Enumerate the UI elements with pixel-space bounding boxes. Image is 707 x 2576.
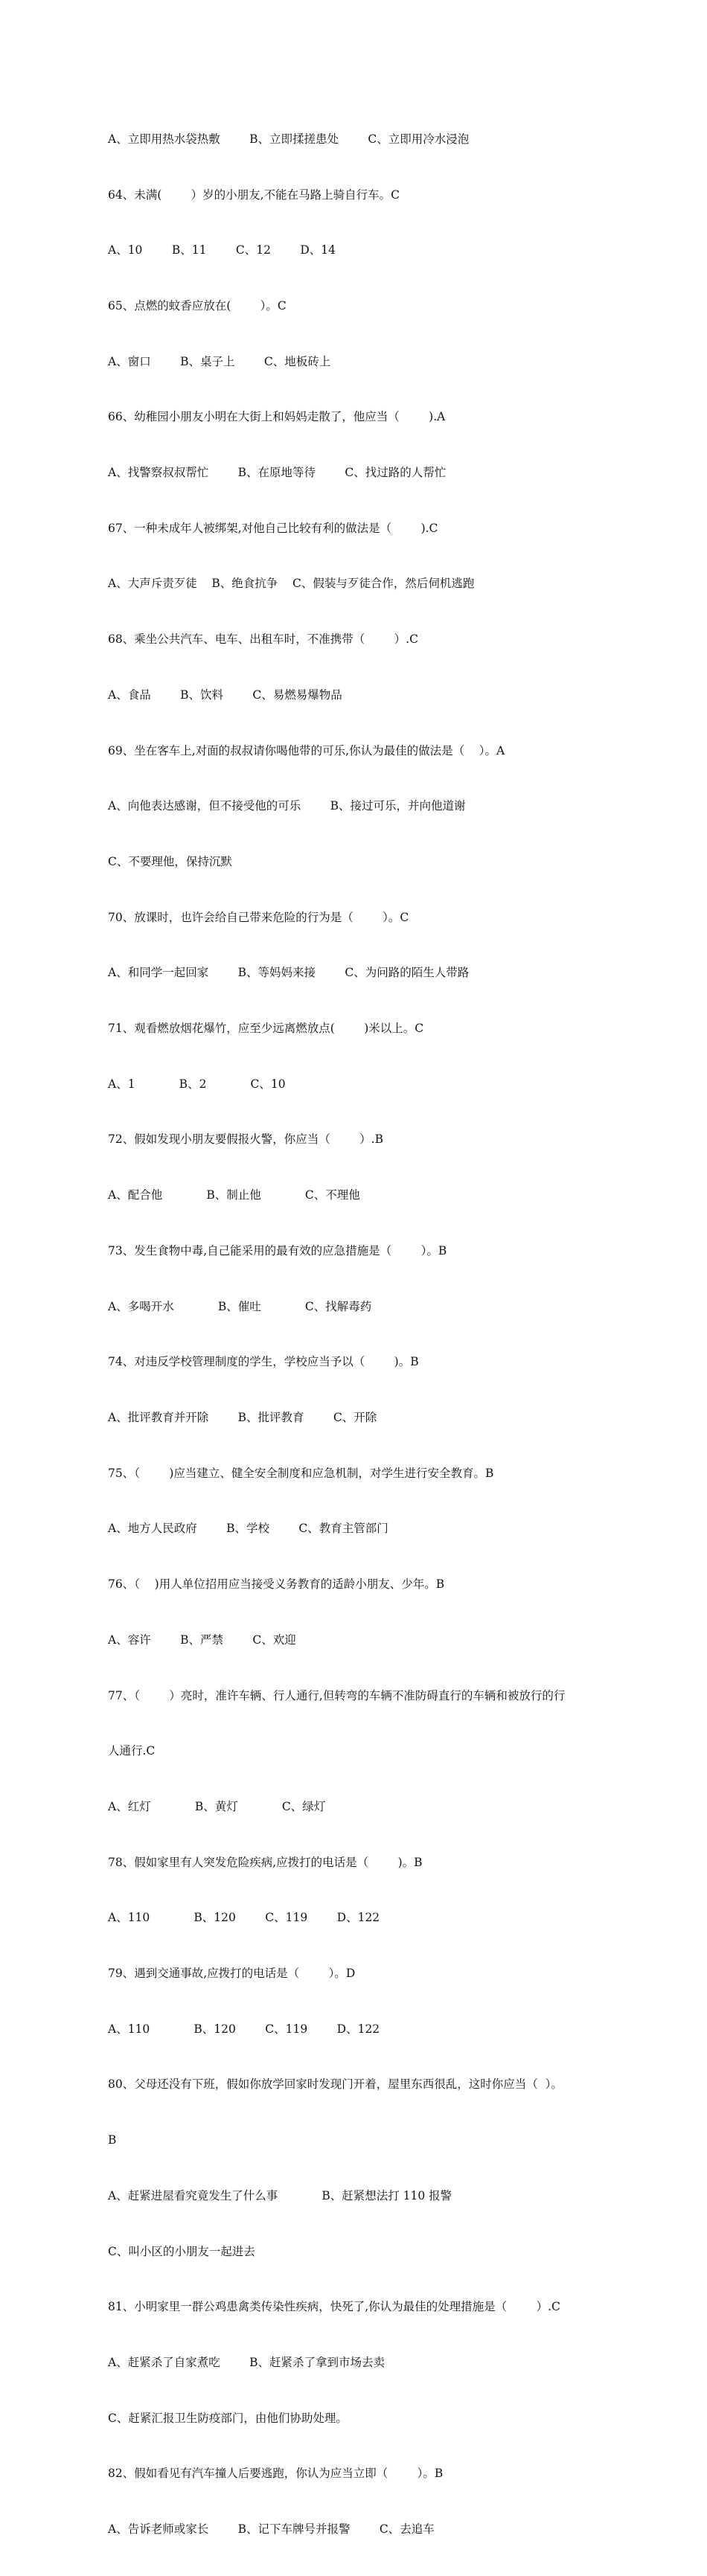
question-77: 77、（ ）亮时，准许车辆、行人通行,但转弯的车辆不准防碍直行的车辆和被放行的行 [108, 1688, 566, 1702]
question-80-answer: B [108, 2133, 117, 2147]
options-82: A、告诉老师或家长 B、记下车牌号并报警 C、去追车 [108, 2522, 435, 2537]
options-77: A、红灯 B、黄灯 C、绿灯 [108, 1799, 326, 1813]
options-72: A、配合他 B、制止他 C、不理他 [108, 1188, 360, 1202]
options-78: A、110 B、120 C、119 D、122 [108, 1911, 380, 1925]
question-79: 79、遇到交通事故,应拨打的电话是（ ）。D [108, 1967, 356, 1981]
question-70: 70、放课时，也许会给自己带来危险的行为是（ ）。C [108, 910, 409, 924]
options-66: A、找警察叔叔帮忙 B、在原地等待 C、找过路的人帮忙 [108, 466, 447, 480]
question-67: 67、一种未成年人被绑架,对他自己比较有利的做法是（ ).C [108, 521, 438, 535]
question-82: 82、假如看见有汽车撞人后要逃跑，你认为应当立即（ ）。B [108, 2467, 444, 2481]
question-71: 71、观看燃放烟花爆竹，应至少远离燃放点( )米以上。C [108, 1022, 424, 1036]
question-72: 72、假如发现小朋友要假报火警，你应当（ ）.B [108, 1132, 383, 1147]
question-78: 78、假如家里有人突发危险疾病,应拨打的电话是（ )。B [108, 1855, 423, 1869]
question-81: 81、小明家里一群公鸡患禽类传染性疾病，快死了,你认为最佳的处理措施是（ ）.C [108, 2300, 560, 2314]
options-79: A、110 B、120 C、119 D、122 [108, 2022, 380, 2036]
options-67: A、大声斥责歹徒 B、绝食抗争 C、假装与歹徒合作，然后伺机逃跑 [108, 577, 475, 591]
options-69: A、向他表达感谢，但不接受他的可乐 B、接过可乐，并向他道谢 [108, 799, 466, 813]
options-81-continued: C、赶紧汇报卫生防疫部门，由他们协助处理。 [108, 2411, 348, 2425]
question-66: 66、幼稚园小朋友小明在大街上和妈妈走散了，他应当（ ).A [108, 410, 446, 424]
question-80: 80、父母还没有下班，假如你放学回家时发现门开着，屋里东西很乱，这时你应当（ ）。 [108, 2077, 563, 2092]
question-68: 68、乘坐公共汽车、电车、出租车时，不准携带（ ）.C [108, 632, 418, 647]
options-80-continued: C、叫小区的小朋友一起进去 [108, 2244, 255, 2258]
options-70: A、和同学一起回家 B、等妈妈来接 C、为问路的陌生人带路 [108, 966, 470, 980]
options-69-continued: C、不要理他，保持沉默 [108, 854, 232, 868]
options-80: A、赶紧进屋看究竟发生了什么事 B、赶紧想法打 110 报警 [108, 2188, 452, 2202]
options-75: A、地方人民政府 B、学校 C、教育主管部门 [108, 1522, 388, 1536]
options-74: A、批评教育并开除 B、批评教育 C、开除 [108, 1410, 377, 1424]
options-76: A、容许 B、严禁 C、欢迎 [108, 1633, 296, 1647]
options-81: A、赶紧杀了自家煮吃 B、赶紧杀了拿到市场去卖 [108, 2355, 386, 2369]
question-69: 69、坐在客车上,对面的叔叔请你喝他带的可乐,你认为最佳的做法是（ ）。A [108, 743, 505, 757]
options-68: A、食品 B、饮料 C、易燃易爆物品 [108, 688, 342, 702]
options-73: A、多喝开水 B、催吐 C、找解毒药 [108, 1299, 372, 1313]
options-71: A、1 B、2 C、10 [108, 1077, 286, 1091]
options-65: A、窗口 B、桌子上 C、地板砖上 [108, 354, 331, 368]
question-75: 75、（ )应当建立、健全安全制度和应急机制，对学生进行安全教育。B [108, 1466, 494, 1480]
question-64: 64、未满( ）岁的小朋友,不能在马路上骑自行车。C [108, 188, 400, 202]
options-64: A、10 B、11 C、12 D、14 [108, 243, 336, 257]
question-73: 73、发生食物中毒,自己能采用的最有效的应急措施是（ ）。B [108, 1243, 447, 1257]
question-76: 76、（ )用人单位招用应当接受义务教育的适龄小朋友、少年。B [108, 1577, 445, 1592]
question-77-continued: 人通行.C [108, 1744, 156, 1758]
text-line: A、立即用热水袋热敷 B、立即揉搓患处 C、立即用冷水浸泡 [108, 132, 470, 146]
question-text-block [108, 93, 621, 2576]
question-74: 74、对违反学校管理制度的学生，学校应当予以（ )。B [108, 1355, 419, 1369]
question-65: 65、点燃的蚊香应放在( ）。C [108, 298, 287, 313]
